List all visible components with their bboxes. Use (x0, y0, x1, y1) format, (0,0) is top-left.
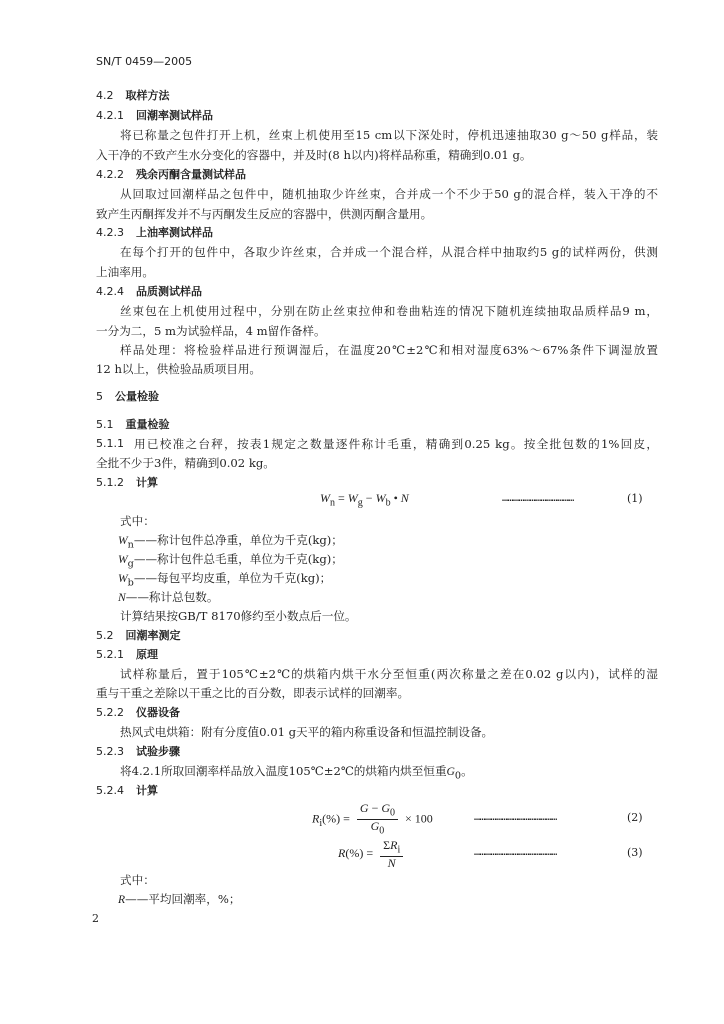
section-5-2-1-heading (96, 648, 158, 662)
paragraph-line: 全批不少于3件，精确到0.02 kg。 (96, 456, 275, 470)
section-number: 5 (96, 390, 103, 403)
section-number: 5.1 (96, 418, 114, 431)
eq-operator: = (340, 811, 353, 826)
section-4-2-1-heading (96, 109, 213, 123)
section-number: 4.2.1 (96, 109, 124, 122)
section-5-heading (96, 390, 159, 404)
definition-symbol: W (118, 553, 128, 566)
section-4-2-heading (96, 89, 170, 103)
paragraph-line: 丝束包在上机使用过程中，分别在防止丝束拉伸和卷曲粘连的情况下随机连续抽取品质样品9 m， (120, 304, 658, 318)
section-number: 4.2.4 (96, 285, 124, 298)
section-number: 5.2.2 (96, 706, 124, 719)
definition-text: ——平均回潮率，%； (125, 892, 241, 906)
definition-text: ——称计总包数。 (125, 590, 219, 604)
eq-operator: = (363, 846, 377, 860)
definition-text: ——称计包件总净重，单位为千克(kg)； (133, 533, 343, 547)
paragraph-line: 热风式电烘箱：附有分度值0.01 g天平的箱内称重设备和恒温控制设备。 (120, 725, 494, 739)
variable-definition (118, 892, 240, 907)
where-label: 式中： (120, 514, 155, 528)
section-title: 残余丙酮含量测试样品 (136, 168, 246, 181)
section-number: 4.2.2 (96, 168, 124, 181)
eq-subscript: g (357, 497, 363, 509)
eq-symbol: G (370, 819, 380, 834)
fraction-numerator (380, 839, 403, 857)
section-number: 4.2 (96, 89, 114, 102)
eq-symbol: G (359, 801, 369, 815)
definition-symbol: N (118, 591, 126, 604)
paragraph-line: 用已校准之台秤，按表1规定之数量逐件称计毛重，精确到0.25 kg。按全批包数的1%回皮， (134, 437, 658, 451)
paragraph-line: 在每个打开的包件中，各取少许丝束，合并成一个混合样，从混合样中抽取约5 g的试样两份，供测 (120, 245, 658, 259)
equation-number: (2) (627, 811, 643, 824)
eq-symbol: N (387, 855, 396, 870)
section-5-2-2-heading (96, 706, 180, 720)
section-4-2-3-heading (96, 226, 213, 240)
eq-symbol: R (312, 811, 320, 826)
definition-subscript: n (127, 539, 134, 551)
section-number: 5.2.3 (96, 745, 124, 758)
running-header: SN/T 0459—2005 (96, 55, 193, 68)
page-number: 2 (92, 912, 99, 925)
section-5-2-4-heading (96, 784, 158, 798)
eq-subscript: 0 (379, 825, 385, 837)
section-number: 5.1.1 (96, 437, 124, 450)
eq-operator: • (390, 491, 401, 505)
paragraph-line: 12 h以上，供检验品质项目用。 (96, 362, 262, 376)
paragraph-line: 将已称量之包件打开上机，丝束上机使用至15 cm以下深处时，停机迅速抽取30 g～50 g样品，装 (120, 128, 658, 142)
eq-unit: (%) (322, 811, 341, 826)
fraction-denominator (380, 857, 403, 870)
section-title: 上油率测试样品 (136, 226, 213, 239)
rounding-note: 计算结果按GB/T 8170修约至小数点后一位。 (120, 609, 357, 623)
equation-leader-dots: ………………………………… (502, 493, 574, 504)
section-number: 5.1.2 (96, 476, 124, 489)
definition-subscript: g (127, 558, 134, 570)
section-number: 5.2.4 (96, 784, 124, 797)
eq-symbol: W (320, 491, 330, 505)
where-label: 式中： (120, 873, 155, 887)
eq-symbol: R (338, 846, 346, 860)
section-title: 原理 (136, 648, 158, 661)
section-number: 5.2.1 (96, 648, 124, 661)
paragraph-line: 上油率用。 (96, 265, 154, 279)
definition-text: ——称计包件总毛重，单位为千克(kg)； (133, 552, 343, 566)
definition-symbol: W (118, 572, 128, 585)
fraction-denominator (357, 820, 398, 837)
section-title: 计算 (136, 476, 158, 489)
definition-subscript: b (127, 577, 134, 589)
inline-symbol: G (446, 765, 455, 778)
variable-definition (118, 571, 331, 590)
eq-fraction (380, 839, 403, 870)
eq-symbol: N (400, 491, 409, 505)
eq-fraction (357, 802, 398, 838)
eq-operator: Σ (383, 837, 391, 852)
variable-definition (118, 590, 219, 605)
eq-symbol: R (390, 837, 398, 852)
section-title: 重量检验 (125, 418, 170, 431)
section-title: 取样方法 (125, 89, 170, 102)
paragraph-line: 样品处理：将检验样品进行预调湿后，在温度20℃±2℃和相对湿度63%～67%条件下调湿放置 (120, 343, 658, 357)
eq-operator: = (335, 491, 348, 505)
eq-subscript: 0 (390, 807, 396, 819)
paragraph-line: 从回取过回潮样品之包件中，随机抽取少许丝束，合并成一个不少于50 g的混合样，装入干净的不 (120, 187, 658, 201)
paragraph-line: 致产生丙酮挥发并不与丙酮发生反应的容器中，供测丙酮含量用。 (96, 207, 433, 221)
variable-definition (118, 552, 343, 571)
equation-number: (3) (627, 846, 643, 859)
section-5-1-heading (96, 418, 170, 432)
section-4-2-4-heading (96, 285, 202, 299)
equation-2 (312, 801, 433, 837)
paragraph-text: 将4.2.1所取回潮率样品放入温度105℃±2℃的烘箱内烘至恒重 (120, 764, 447, 778)
eq-subscript: n (330, 497, 335, 509)
eq-unit: (%) (345, 846, 364, 860)
section-title: 试验步骤 (136, 745, 180, 758)
eq-operator: × 100 (402, 811, 433, 826)
paragraph-5-1-1-line (96, 437, 658, 451)
variable-definition (118, 533, 343, 552)
section-4-2-2-heading (96, 168, 246, 182)
eq-symbol: W (375, 491, 386, 505)
inline-subscript: 0 (454, 770, 462, 782)
section-5-1-2-heading (96, 476, 158, 490)
equation-leader-dots: ……………………………………… (474, 812, 557, 823)
section-title: 回潮率测定 (125, 629, 181, 642)
definition-symbol: R (118, 893, 126, 906)
paragraph-line (120, 764, 473, 783)
section-title: 仪器设备 (136, 706, 180, 719)
section-title: 回潮率测试样品 (136, 109, 213, 122)
fraction-numerator (357, 802, 398, 820)
definition-symbol: W (118, 534, 128, 547)
section-5-2-heading (96, 629, 181, 643)
equation-3 (338, 838, 407, 868)
eq-symbol: W (347, 491, 358, 505)
paragraph-line: 试样称量后，置于105℃±2℃的烘箱内烘干水分至恒重(两次称量之差在0.02 g以内)，试样的湿 (120, 667, 658, 681)
paragraph-line: 入干净的不致产生水分变化的容器中，并及时(8 h以内)将样品称重，精确到0.01 g。 (96, 148, 532, 162)
paragraph-line: 重与干重之差除以干重之比的百分数，即表示试样的回潮率。 (96, 686, 410, 700)
paragraph-line: 一分为二，5 m为试验样品，4 m留作备样。 (96, 324, 326, 338)
eq-subscript: i (319, 818, 323, 830)
equation-1 (320, 491, 409, 510)
eq-operator: − (368, 801, 382, 815)
paragraph-text: 。 (461, 764, 473, 778)
section-title: 计算 (136, 784, 158, 797)
equation-number: (1) (627, 492, 643, 505)
section-title: 品质测试样品 (136, 285, 202, 298)
eq-symbol: G (381, 801, 391, 815)
eq-subscript: i (397, 843, 401, 855)
section-title: 公量检验 (115, 390, 159, 403)
section-5-2-3-heading (96, 745, 180, 759)
section-number: 4.2.3 (96, 226, 124, 239)
eq-subscript: b (385, 497, 391, 509)
eq-operator: − (362, 491, 376, 505)
definition-text: ——每包平均皮重，单位为千克(kg)； (133, 571, 332, 585)
section-number: 5.2 (96, 629, 114, 642)
equation-leader-dots: ……………………………………… (474, 847, 557, 858)
